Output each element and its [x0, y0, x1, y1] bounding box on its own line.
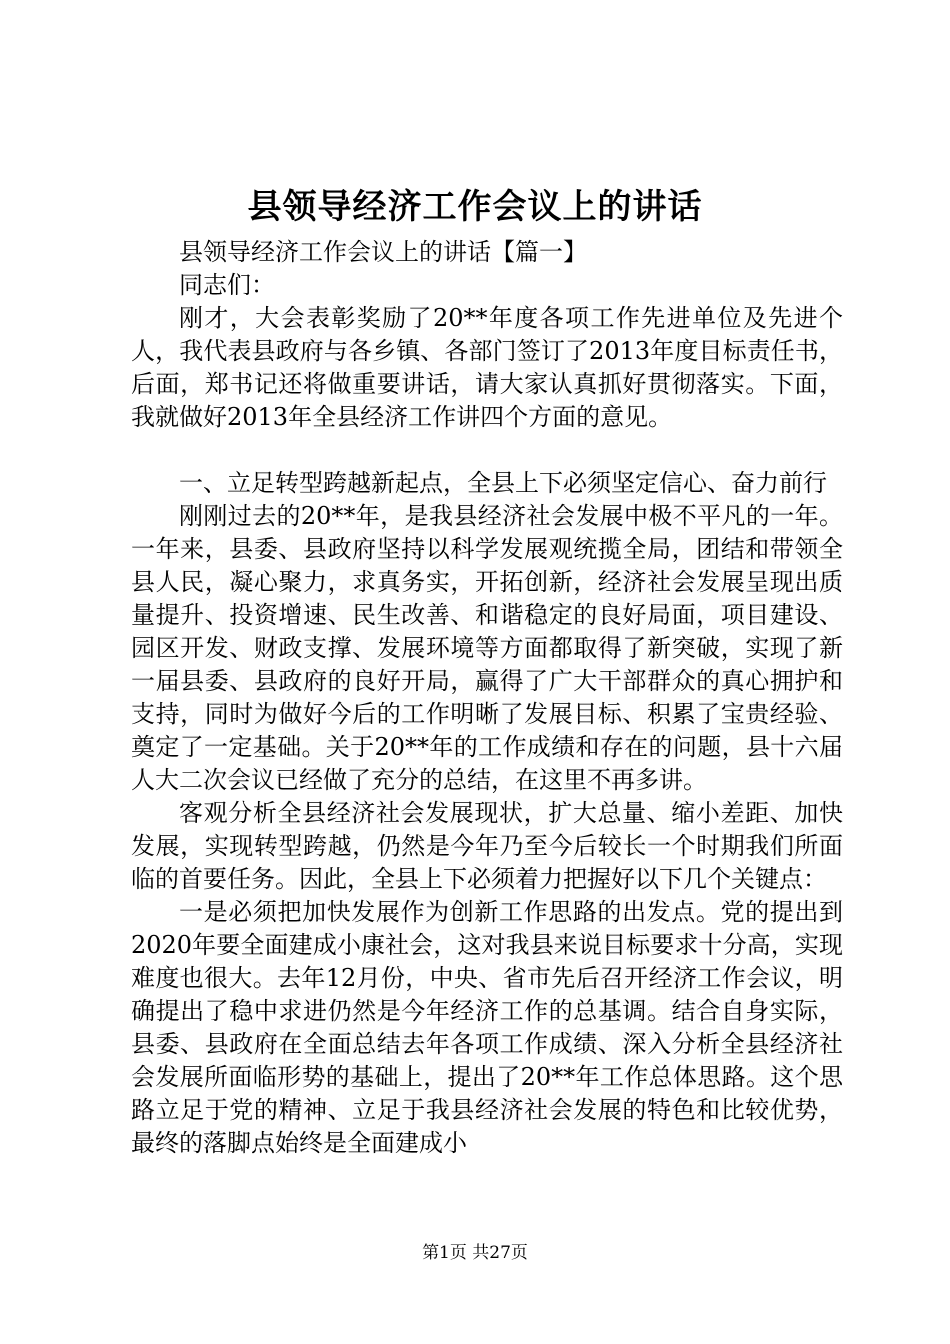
section-heading: 县领导经济工作会议上的讲话【篇一】 — [179, 238, 587, 266]
paragraph-heading-one: 一、立足转型跨越新起点，全县上下必须坚定信心、奋力前行 — [179, 469, 827, 497]
paragraph-intro: 刚才，大会表彰奖励了20**年度各项工作先进单位及先进个人，我代表县政府与各乡镇、各部门签订了2013年度目标责任书，后面，郑书记还将做重要讲话，请大家认真抓好贯彻落实。下面，我就做好2013年全县经济工作讲四个方面的意见。 — [131, 304, 843, 431]
salutation: 同志们： — [179, 271, 275, 299]
paragraph-point-one: 一是必须把加快发展作为创新工作思路的出发点。党的提出到2020年要全面建成小康社会，这对我县来说目标要求十分高，实现难度也很大。去年12月份，中央、省市先后召开经济工作会议，明确提出了稳中求进仍然是今年经济工作的总基调。结合自身实际，县委、县政府在全面总结去年各项工作成绩、深入分析全县经济社会发展所面临形势的基础上，提出了20**年工作总体思路。这个思路立足于党的精神、立足于我县经济社会发展的特色和比较优势，最终的落脚点始终是全面建成小 — [131, 898, 843, 1157]
document-body — [131, 236, 843, 1160]
paragraph-review: 刚刚过去的20**年，是我县经济社会发展中极不平凡的一年。一年来，县委、县政府坚持以科学发展观统揽全局，团结和带领全县人民，凝心聚力，求真务实，开拓创新，经济社会发展呈现出质量提升、投资增速、民生改善、和谐稳定的良好局面，项目建设、园区开发、财政支撑、发展环境等方面都取得了新突破，实现了新一届县委、县政府的良好开局，赢得了广大干部群众的真心拥护和支持，同时为做好今后的工作明晰了发展目标、积累了宝贵经验、奠定了一定基础。关于20**年的工作成绩和存在的问题，县十六届人大二次会议已经做了充分的总结，在这里不再多讲。 — [131, 502, 843, 794]
document-title: 县领导经济工作会议上的讲话 — [247, 187, 703, 227]
page-footer: 第1页 共27页 — [422, 1243, 528, 1263]
paragraph-analysis: 客观分析全县经济社会发展现状，扩大总量、缩小差距、加快发展，实现转型跨越，仍然是今年乃至今后较长一个时期我们所面临的首要任务。因此，全县上下必须着力把握好以下几个关键点： — [131, 799, 843, 893]
